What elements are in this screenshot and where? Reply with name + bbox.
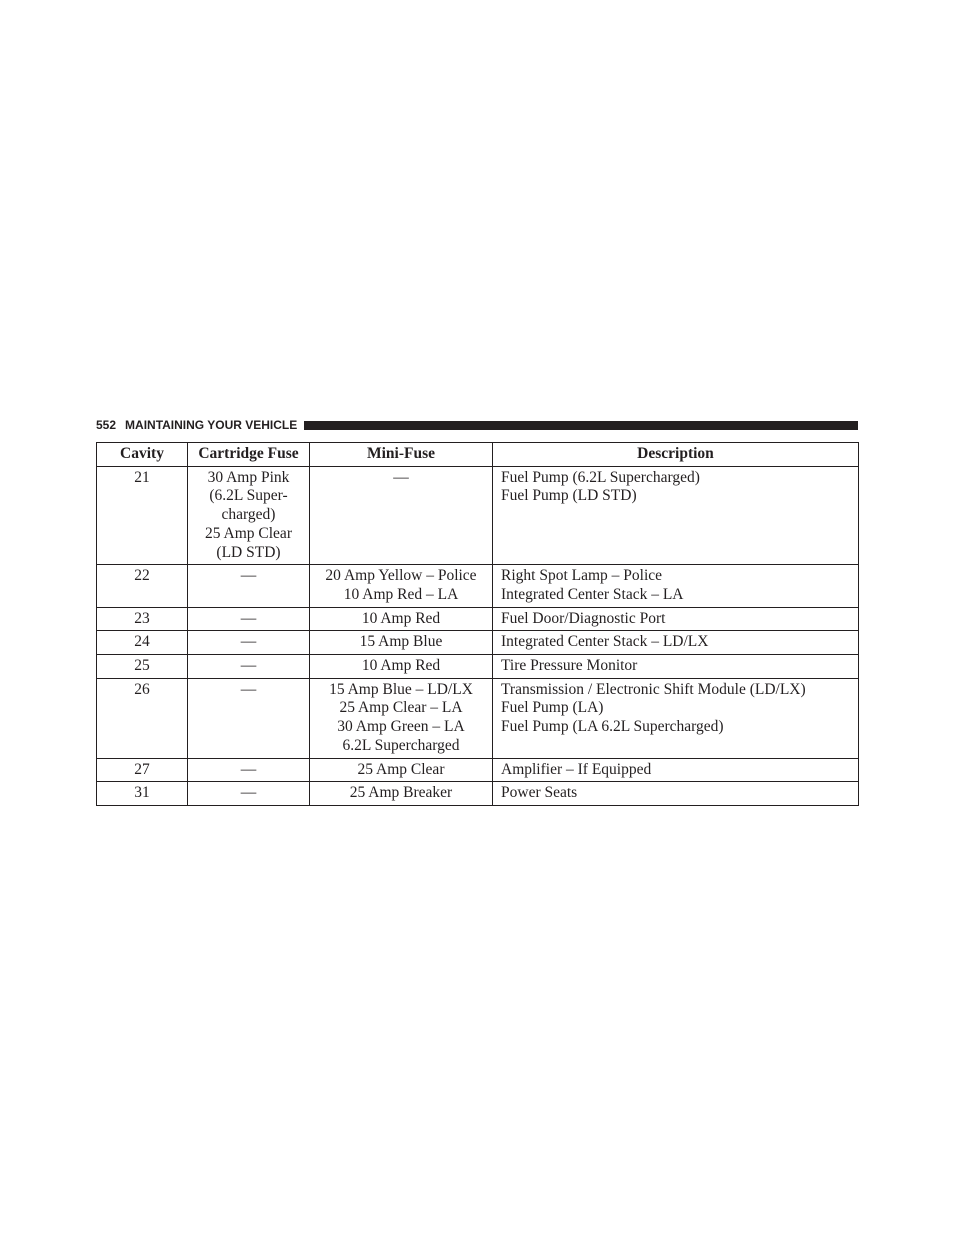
cell-mini-fuse-line: 25 Amp Breaker <box>349 784 453 802</box>
table-row <box>97 782 859 806</box>
column-header-cartridge-fuse: Cartridge Fuse <box>188 443 310 467</box>
cell-cartridge-fuse-line: — <box>240 680 257 698</box>
cell-mini-fuse-line: 10 Amp Red <box>361 657 441 675</box>
cell-description <box>493 758 859 782</box>
cell-mini-fuse-line: 15 Amp Blue – LD/LX <box>329 680 473 698</box>
cell-description-line: Right Spot Lamp – Police <box>501 567 663 585</box>
page-number: 552 <box>96 418 117 432</box>
table-body <box>97 466 859 805</box>
cell-description-line: Transmission / Electronic Shift Module (LD/LX) <box>501 680 806 698</box>
cell-description-line: Integrated Center Stack – LD/LX <box>501 633 709 651</box>
cell-mini-fuse <box>310 678 493 758</box>
cell-cavity: 27 <box>97 758 188 782</box>
cell-cartridge-fuse-line: 25 Amp Clear <box>205 524 292 542</box>
cell-cavity: 22 <box>97 565 188 607</box>
cell-cartridge-fuse-line: 30 Amp Pink <box>207 468 290 486</box>
cell-description-line: Fuel Pump (LA 6.2L Supercharged) <box>501 718 724 736</box>
cell-description-line: Amplifier – If Equipped <box>501 760 652 778</box>
cell-cavity: 26 <box>97 678 188 758</box>
cell-cartridge-fuse <box>188 607 310 631</box>
cell-mini-fuse-line: 10 Amp Red – LA <box>343 585 459 603</box>
cell-description-line: Power Seats <box>501 784 578 802</box>
cell-description-line: Tire Pressure Monitor <box>501 657 638 675</box>
cell-cavity: 24 <box>97 631 188 655</box>
cell-cavity: 23 <box>97 607 188 631</box>
cell-description <box>493 607 859 631</box>
cell-mini-fuse <box>310 607 493 631</box>
cell-mini-fuse-line: 20 Amp Yellow – Police <box>325 567 477 585</box>
cell-mini-fuse <box>310 565 493 607</box>
table-row <box>97 655 859 679</box>
cell-description <box>493 655 859 679</box>
cell-mini-fuse <box>310 631 493 655</box>
cell-description <box>493 631 859 655</box>
cell-cartridge-fuse-line: — <box>240 760 257 778</box>
cell-cartridge-fuse <box>188 782 310 806</box>
cell-cartridge-fuse <box>188 631 310 655</box>
table-header-row <box>97 443 859 467</box>
cell-description <box>493 678 859 758</box>
table-row <box>97 678 859 758</box>
header-rule <box>304 421 858 430</box>
cell-mini-fuse-line: — <box>393 468 409 486</box>
cell-mini-fuse-line: 15 Amp Blue <box>359 633 443 651</box>
cell-description <box>493 466 859 565</box>
table-row <box>97 466 859 565</box>
cell-cartridge-fuse-line: — <box>240 784 257 802</box>
cell-cartridge-fuse-line: — <box>240 567 257 585</box>
cell-mini-fuse-line: 25 Amp Clear <box>357 760 445 778</box>
cell-description-line: Fuel Pump (6.2L Supercharged) <box>501 468 700 486</box>
cell-cavity: 21 <box>97 466 188 565</box>
table-row <box>97 631 859 655</box>
cell-cartridge-fuse <box>188 655 310 679</box>
cell-mini-fuse <box>310 655 493 679</box>
cell-mini-fuse-line: 6.2L Supercharged <box>342 736 460 754</box>
cell-cartridge-fuse <box>188 758 310 782</box>
cell-cartridge-fuse-line: (LD STD) <box>216 543 281 561</box>
cell-cartridge-fuse-line: — <box>240 657 257 675</box>
table-row <box>97 565 859 607</box>
cell-mini-fuse <box>310 466 493 565</box>
cell-description <box>493 565 859 607</box>
section-title: MAINTAINING YOUR VEHICLE <box>125 418 298 432</box>
cell-cartridge-fuse-line: charged) <box>221 506 276 524</box>
cell-mini-fuse <box>310 758 493 782</box>
page-header <box>96 417 858 433</box>
column-header-mini-fuse: Mini-Fuse <box>310 443 493 467</box>
cell-description-line: Fuel Door/Diagnostic Port <box>501 609 666 627</box>
cell-description-line: Fuel Pump (LD STD) <box>501 487 637 505</box>
cell-mini-fuse <box>310 782 493 806</box>
table-row <box>97 758 859 782</box>
column-header-description: Description <box>493 443 859 467</box>
cell-cartridge-fuse-line: — <box>240 633 257 651</box>
cell-description-line: Integrated Center Stack – LA <box>501 585 684 603</box>
cell-description <box>493 782 859 806</box>
cell-mini-fuse-line: 30 Amp Green – LA <box>337 718 465 736</box>
cell-cartridge-fuse-line: (6.2L Super- <box>209 487 288 505</box>
cell-cartridge-fuse <box>188 678 310 758</box>
fuse-table <box>96 442 859 806</box>
cell-cartridge-fuse <box>188 466 310 565</box>
cell-cartridge-fuse <box>188 565 310 607</box>
column-header-cavity: Cavity <box>97 443 188 467</box>
cell-mini-fuse-line: 10 Amp Red <box>361 609 441 627</box>
cell-cartridge-fuse-line: — <box>240 609 257 627</box>
cell-cavity: 31 <box>97 782 188 806</box>
cell-description-line: Fuel Pump (LA) <box>501 699 604 717</box>
cell-mini-fuse-line: 25 Amp Clear – LA <box>339 699 463 717</box>
cell-cavity: 25 <box>97 655 188 679</box>
table-row <box>97 607 859 631</box>
